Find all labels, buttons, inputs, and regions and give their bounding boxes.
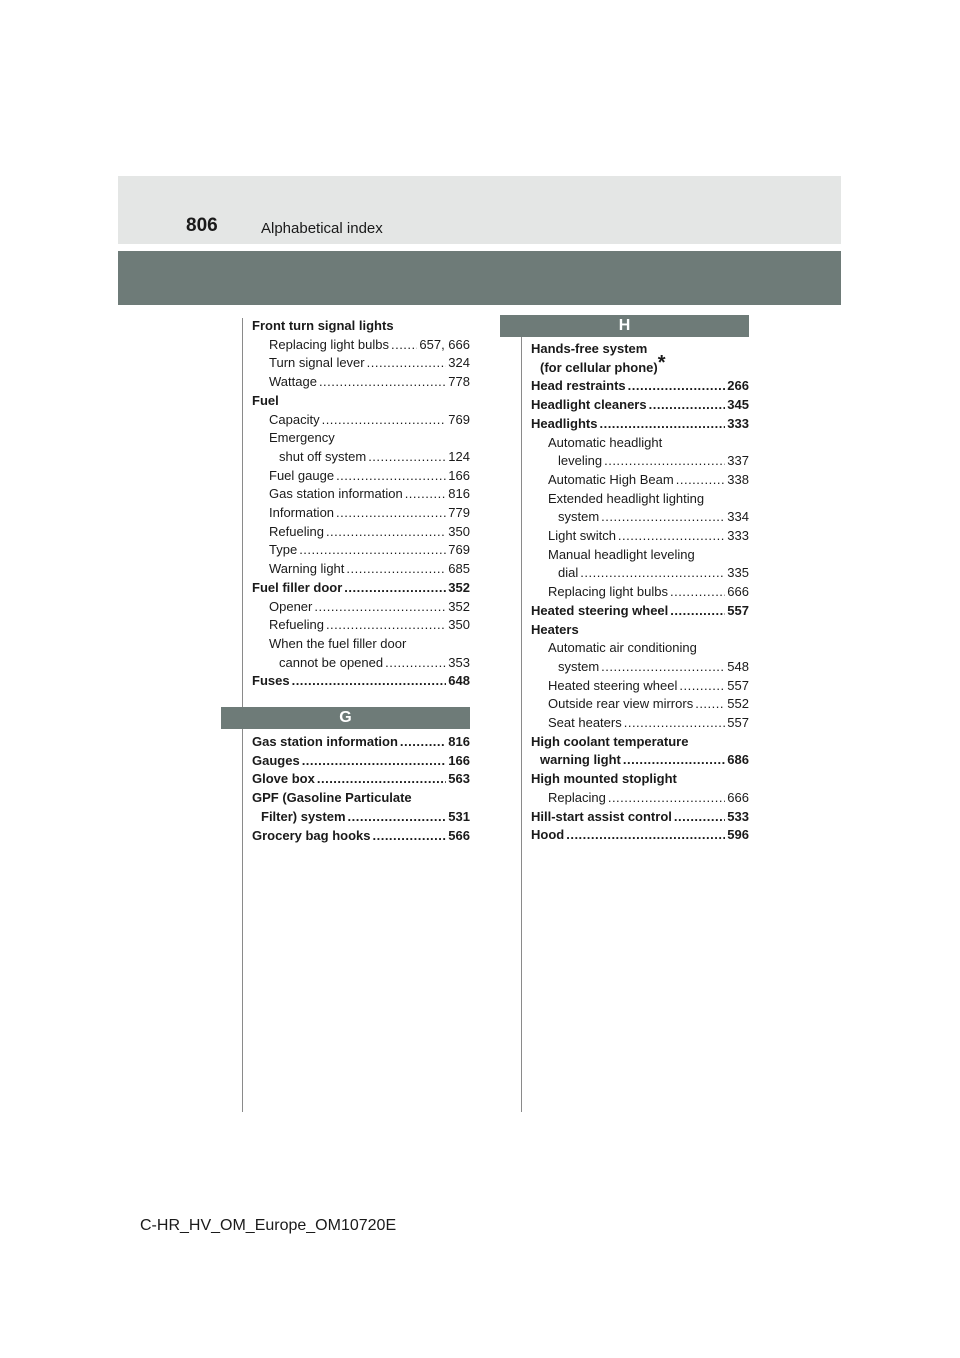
page-ref[interactable]: 563 [448,771,470,787]
index-subheading: Extended headlight lighting [548,490,705,506]
index-subheading: Emergency [269,430,335,446]
index-entry-main: Hill-start assist control ..... 533 [531,808,749,827]
index-entry: Gas station information ..... 816 [252,485,470,504]
section-title: Alphabetical index [261,220,383,237]
index-column-left [252,317,470,691]
index-entry: Fuel gauge ..... 166 [252,467,470,486]
index-column-right [531,340,749,845]
page-ref[interactable]: 166 [448,467,470,483]
page-ref[interactable]: 769 [448,411,470,427]
page-ref[interactable]: 816 [448,734,470,749]
page-ref[interactable]: 657, 666 [419,336,470,352]
index-entry-main: Glove box ..... 563 [252,770,470,789]
index-entry: Refueling ..... 350 [252,523,470,542]
page-ref[interactable]: 350 [448,617,470,633]
index-entry: system ..... 334 [531,508,749,527]
index-entry-main: Fuses ..... 648 [252,672,470,691]
index-entry: Type ..... 769 [252,541,470,560]
page-ref[interactable]: 345 [727,397,749,413]
page-ref[interactable]: 352 [448,579,470,595]
column-divider-right [521,318,522,1112]
letter-bar-h: H [500,315,749,337]
index-subheading: Manual headlight leveling [548,546,695,562]
page-ref[interactable]: 566 [448,827,470,843]
index-entry: Outside rear view mirrors ..... 552 [531,695,749,714]
page-ref[interactable]: 548 [727,658,749,674]
index-subheading: Automatic headlight [548,434,663,450]
index-entry: shut off system ..... 124 [252,448,470,467]
page-ref[interactable]: 166 [448,752,470,768]
page-ref[interactable]: 557 [727,677,749,693]
index-entry-main: Heated steering wheel ..... 557 [531,602,749,621]
index-entry: leveling ..... 337 [531,452,749,471]
index-entry-main: Gas station information ..... 816 [252,733,470,752]
index-entry-main: Headlight cleaners ..... 345 [531,396,749,415]
index-entry: Opener ..... 352 [252,598,470,617]
index-entry: Capacity ..... 769 [252,411,470,430]
page-ref[interactable]: 557 [727,715,749,731]
index-entry: Warning light ..... 685 [252,560,470,579]
index-heading: High mounted stoplight [531,771,677,787]
index-heading: Front turn signal lights [252,318,394,333]
page-ref[interactable]: 334 [727,509,749,525]
page-ref[interactable]: 552 [727,696,749,712]
page-ref[interactable]: 778 [448,374,470,390]
index-entry: Wattage ..... 778 [252,373,470,392]
page-ref[interactable]: 353 [448,654,470,670]
page-ref[interactable]: 350 [448,523,470,539]
footnote-star: * [657,351,666,374]
page-ref[interactable]: 337 [727,453,749,469]
page-ref[interactable]: 769 [448,542,470,558]
index-entry: system ..... 548 [531,658,749,677]
page-ref[interactable]: 266 [727,378,749,394]
page-ref[interactable]: 648 [448,673,470,689]
index-entry: Replacing light bulbs ..... 657, 666 [252,336,470,355]
index-heading: (for cellular phone)* [540,351,666,375]
index-entry: cannot be opened ..... 353 [252,654,470,673]
page-ref[interactable]: 666 [727,789,749,805]
index-heading: Hands-free system [531,341,648,356]
index-entry: Light switch ..... 333 [531,527,749,546]
page-ref[interactable]: 816 [448,486,470,502]
page-ref[interactable]: 666 [727,584,749,600]
page-ref[interactable]: 779 [448,505,470,521]
letter-bar-g: G [221,707,470,729]
index-heading: Heaters [531,621,579,637]
page-ref[interactable]: 557 [727,602,749,618]
footer-doc-id: C-HR_HV_OM_Europe_OM10720E [140,1217,397,1234]
page-ref[interactable]: 533 [727,808,749,824]
index-heading: High coolant temperature [531,733,689,749]
index-entry-main: Hood ..... 596 [531,826,749,845]
index-entry: Replacing light bulbs ..... 666 [531,583,749,602]
page-ref[interactable]: 333 [727,528,749,544]
index-column-left-g [252,733,470,845]
index-entry: Automatic High Beam ..... 338 [531,471,749,490]
page-ref[interactable]: 686 [727,752,749,768]
index-subheading: When the fuel filler door [269,635,407,651]
index-heading: GPF (Gasoline Particulate [252,790,412,806]
index-entry: Replacing ..... 666 [531,789,749,808]
index-entry: Heated steering wheel ..... 557 [531,677,749,696]
index-entry-main: Head restraints ..... 266 [531,377,749,396]
index-subheading: Automatic air conditioning [548,640,697,656]
index-entry-main: Headlights ..... 333 [531,415,749,434]
page-number: 806 [186,215,218,236]
page-ref[interactable]: 352 [448,598,470,614]
index-entry-main: Fuel filler door ..... 352 [252,579,470,598]
header-band [118,176,841,244]
index-entry: Information ..... 779 [252,504,470,523]
index-entry: dial ..... 335 [531,564,749,583]
page-ref[interactable]: 531 [448,808,470,824]
index-entry-main: Filter) system ..... 531 [252,808,470,827]
page-ref[interactable]: 335 [727,565,749,581]
page-ref[interactable]: 596 [727,827,749,843]
index-entry: Turn signal lever ..... 324 [252,354,470,373]
index-entry-main: warning light ..... 686 [531,751,749,770]
index-entry-main: Gauges ..... 166 [252,752,470,771]
page-ref[interactable]: 685 [448,561,470,577]
index-heading: Fuel [252,392,279,408]
page-ref[interactable]: 124 [448,448,470,464]
index-entry-main: Grocery bag hooks ..... 566 [252,827,470,846]
page-ref[interactable]: 324 [448,355,470,371]
index-entry: Seat heaters ..... 557 [531,714,749,733]
page-ref[interactable]: 333 [727,415,749,431]
header-dark-band [118,251,841,305]
index-entry: Refueling ..... 350 [252,616,470,635]
page-ref[interactable]: 338 [727,471,749,487]
